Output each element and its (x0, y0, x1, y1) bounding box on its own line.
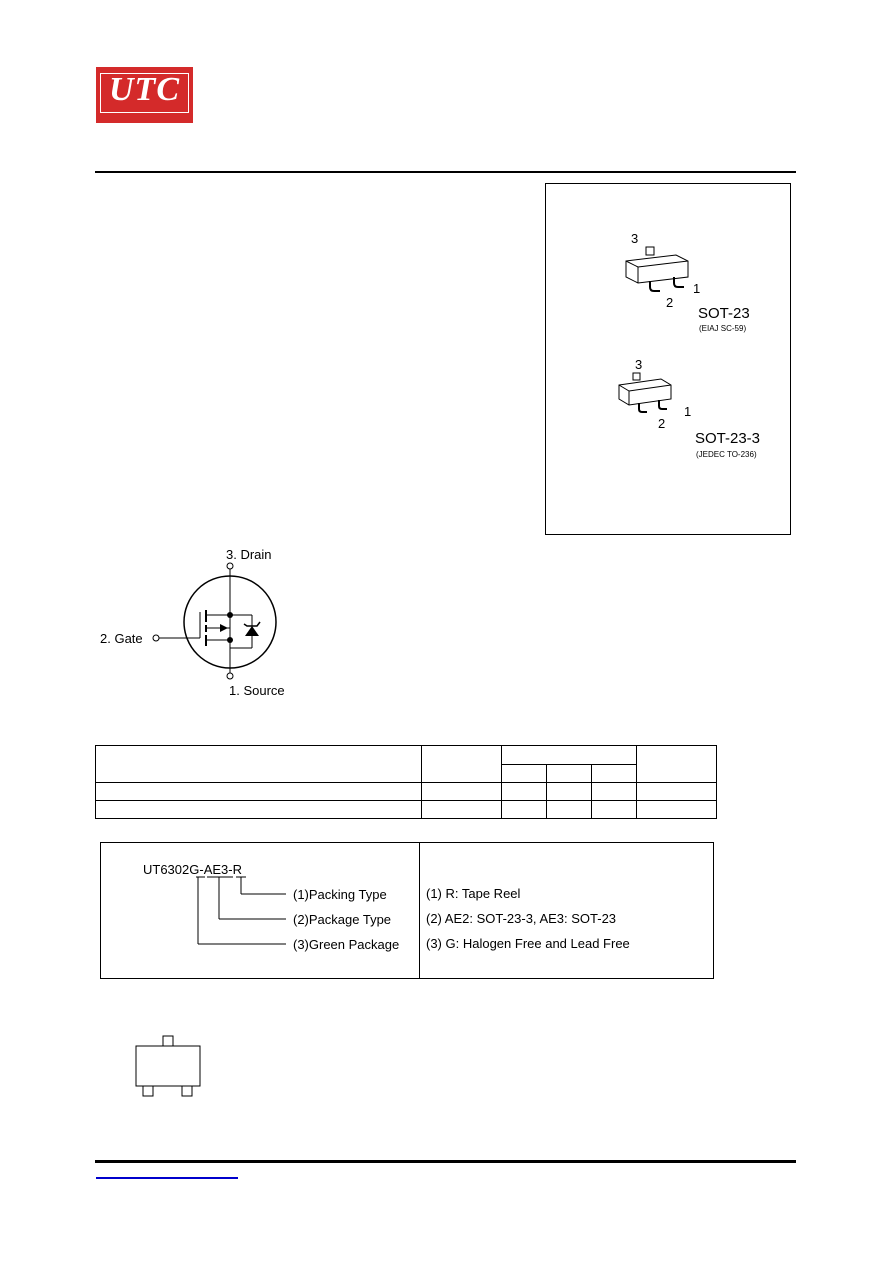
sot23-package-drawing (616, 239, 696, 299)
sot23-3-pin-2: 2 (658, 416, 666, 431)
table-header-cell (96, 746, 422, 783)
sot23-3-package-drawing (611, 369, 691, 419)
part-number-leader-lines (101, 843, 419, 978)
utc-logo (96, 67, 193, 123)
marking-package-outline (130, 1035, 210, 1100)
sot23-3-name: SOT-23-3 (695, 430, 761, 447)
table-row (96, 783, 717, 801)
part-number: UT6302G-AE3-R (143, 862, 242, 877)
legend-packing-type: (1)Packing Type (293, 887, 387, 902)
package-box (545, 183, 791, 535)
legend-green-package: (3)Green Package (293, 937, 400, 952)
footer-rule (95, 1160, 796, 1163)
desc-packing-type: (1) R: Tape Reel (426, 886, 521, 901)
sot23-standard: (EIAJ SC-59) (699, 324, 747, 333)
header-rule (95, 171, 796, 173)
source-label: 1. Source (229, 683, 285, 698)
table-header-cell (547, 765, 592, 783)
table-header-cell (637, 746, 717, 783)
sot23-pin-3: 3 (631, 231, 639, 246)
sot23-3-standard: (JEDEC TO-236) (696, 450, 757, 459)
table-header-cell (502, 765, 547, 783)
sot23-3-pin-1: 1 (684, 404, 692, 419)
desc-package-type: (2) AE2: SOT-23-3, AE3: SOT-23 (426, 911, 617, 926)
sot23-name: SOT-23 (698, 305, 750, 322)
sot23-3-pin-3: 3 (635, 357, 643, 372)
table-header-cell (592, 765, 637, 783)
website-link[interactable] (96, 1177, 238, 1179)
legend-package-type: (2)Package Type (293, 912, 392, 927)
logo-text: UTC (109, 71, 180, 108)
table-header-cell (502, 746, 637, 765)
mosfet-schematic-symbol (150, 560, 290, 685)
part-number-decode-box (100, 842, 714, 979)
table-row (96, 801, 717, 819)
drain-label: 3. Drain (226, 547, 272, 562)
desc-green-package: (3) G: Halogen Free and Lead Free (426, 936, 630, 951)
gate-label: 2. Gate (100, 631, 143, 646)
table-header-cell (422, 746, 502, 783)
ordering-table (95, 745, 717, 819)
sot23-pin-2: 2 (666, 295, 674, 310)
sot23-pin-1: 1 (693, 281, 701, 296)
